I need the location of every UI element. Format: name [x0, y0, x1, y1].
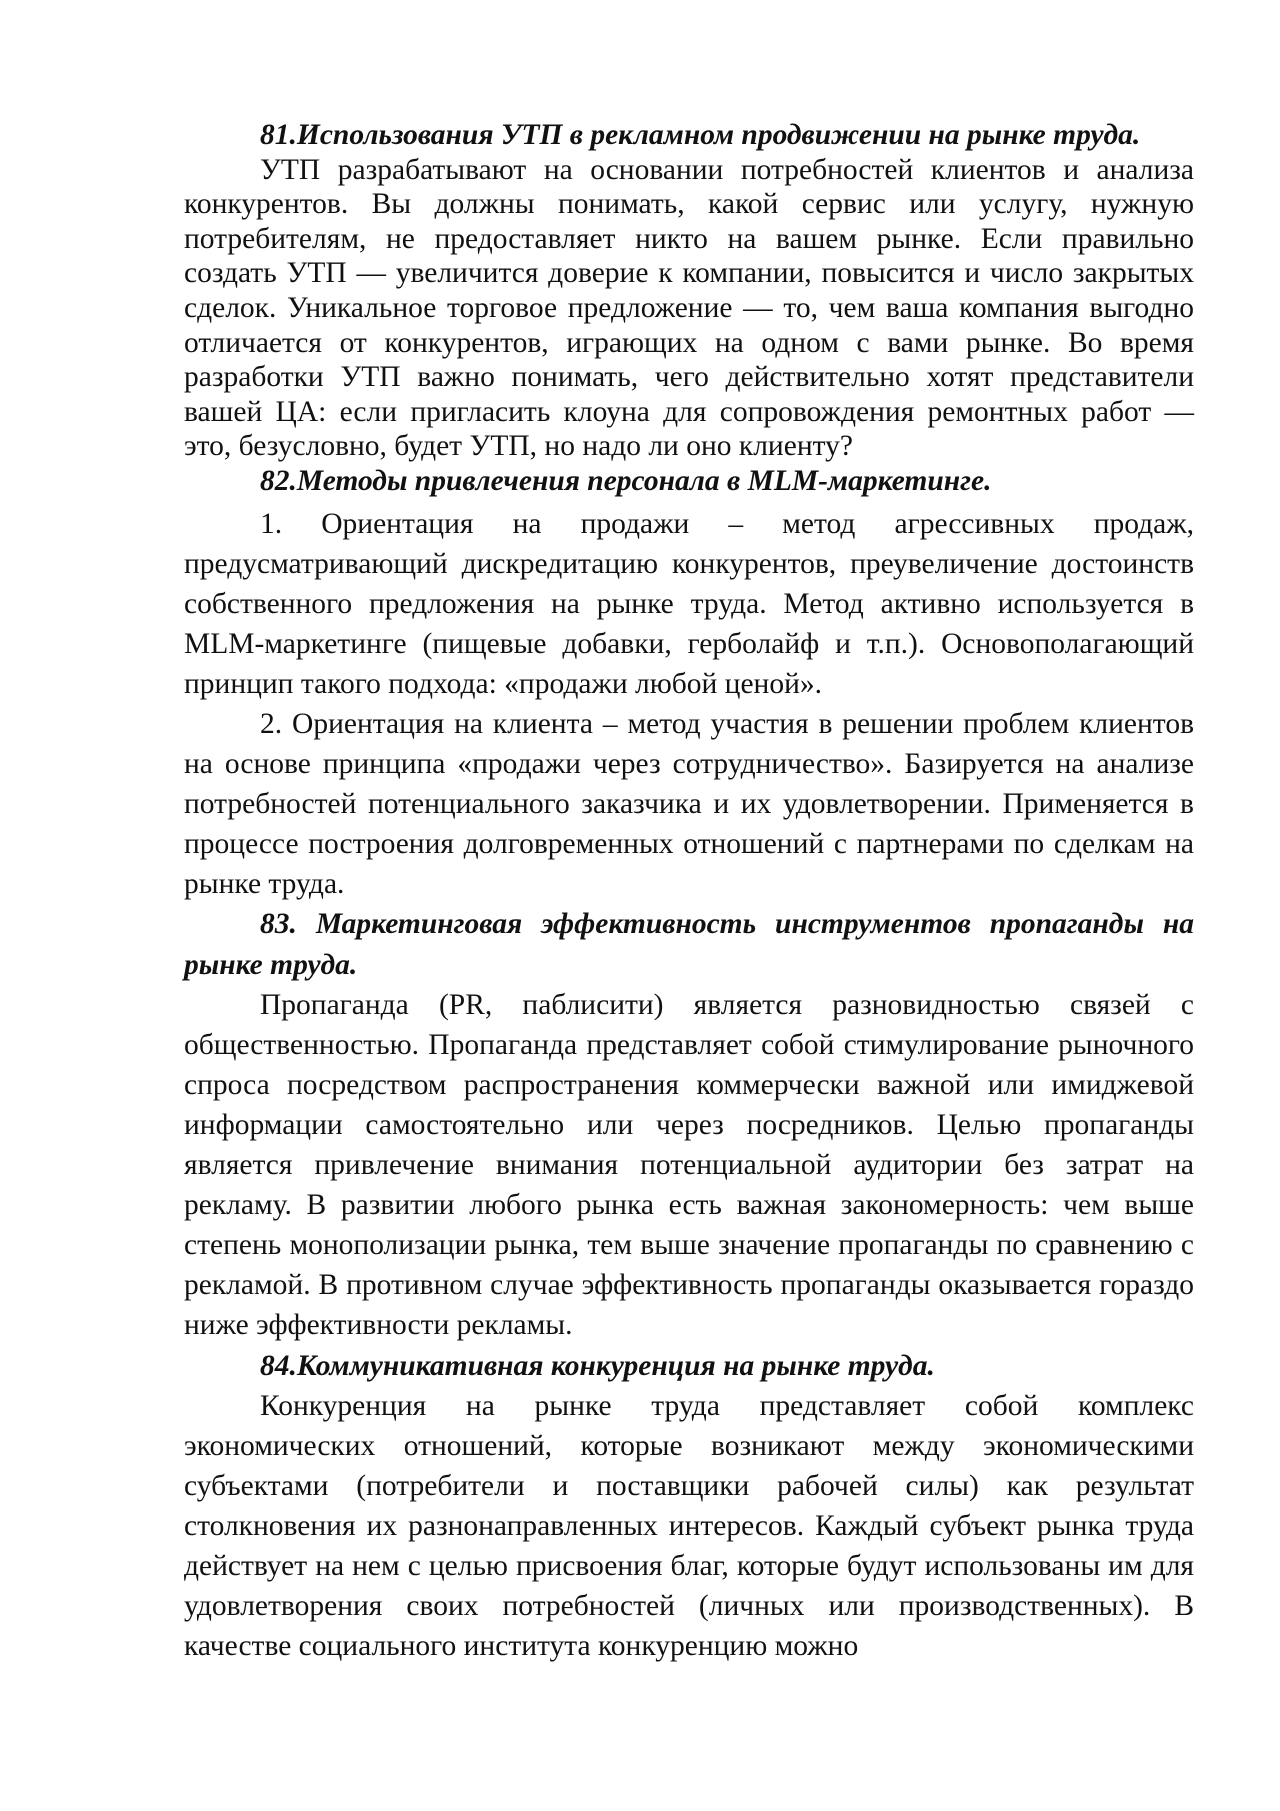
section-heading: 81.Использования УТП в рекламном продвижении на рынке труда.	[260, 119, 1141, 151]
section-heading: 82.Методы привлечения персонала в MLM-маркетинге.	[260, 464, 992, 497]
section-paragraph: Конкуренция на рынке труда представляет собой комплекс экономических отношений, которые возникают между экономическими субъектами (потребители и поставщики рабочей силы) как результат столкновения их разнонаправленных интересов. Каждый субъект рынка труда действует на нем с целью присвоения благ, которые будут использованы им для удовлетворения своих потребностей (личных или производственных). В качестве социального института конкуренцию можно	[184, 1389, 1194, 1663]
section-81	[184, 118, 1194, 464]
section-paragraph: 2. Ориентация на клиента – метод участия в решении проблем клиентов на основе принципа «продажи через сотрудничество». Базируется на анализе потребностей потенциального заказчика и их удовлетворении. Применяется в процессе построения долговременных отношений с партнерами по сделкам на рынке труда.	[184, 708, 1194, 901]
document-page	[184, 118, 1194, 1666]
section-heading: 84.Коммуникативная конкуренция на рынке труда.	[260, 1349, 935, 1382]
section-84	[184, 1346, 1194, 1667]
section-82	[184, 464, 1194, 905]
section-83	[184, 904, 1194, 1345]
section-paragraph: Пропаганда (PR, паблисити) является разновидностью связей с общественностью. Пропаганда представляет собой стимулирование рыночного спроса посредством распространения коммерчески важной или имиджевой информации самостоятельно или через посредников. Целью пропаганды является привлечение внимания потенциальной аудитории без затрат на рекламу. В развитии любого рынка есть важная закономерность: чем выше степень монополизации рынка, тем выше значение пропаганды по сравнению с рекламой. В противном случае эффективность пропаганды оказывается гораздо ниже эффективности рекламы.	[184, 988, 1194, 1342]
section-heading: 83. Маркетинговая эффективность инструментов пропаганды на рынке труда.	[184, 908, 1194, 981]
section-paragraph: 1. Ориентация на продажи – метод агрессивных продаж, предусматривающий дискредитацию конкурентов, преувеличение достоинств собственного предложения на рынке труда. Метод активно используется в MLM-маркетинге (пищевые добавки, герболайф и т.п.). Основополагающий принцип такого подхода: «продажи любой ценой».	[184, 507, 1194, 700]
section-paragraph: УТП разрабатывают на основании потребностей клиентов и анализа конкурентов. Вы должны понимать, какой сервис или услугу, нужную потребителям, не предоставляет никто на вашем рынке. Если правильно создать УТП — увеличится доверие к компании, повысится и число закрытых сделок. Уникальное торговое предложение — то, чем ваша компания выгодно отличается от конкурентов, играющих на одном с вами рынке. Во время разработки УТП важно понимать, чего действительно хотят представители вашей ЦА: если пригласить клоуна для сопровождения ремонтных работ — это, безусловно, будет УТП, но надо ли оно клиенту?	[184, 153, 1194, 463]
